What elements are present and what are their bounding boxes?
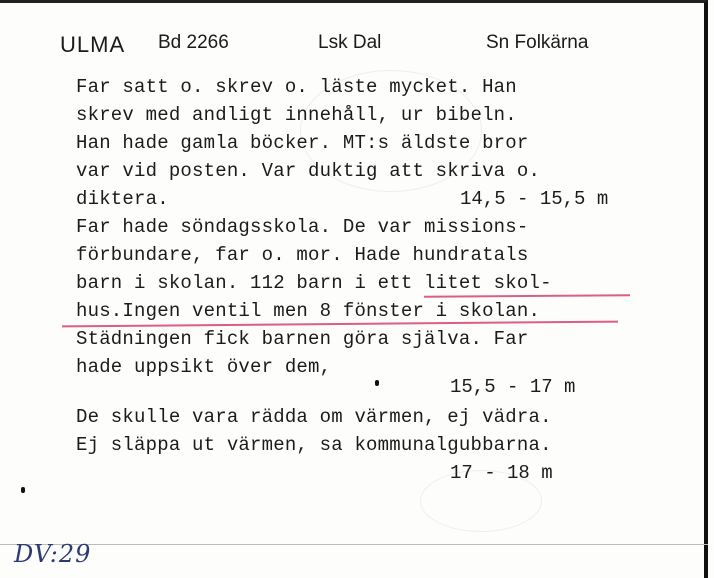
parish-label: Sn Folkärna (486, 32, 589, 53)
handwritten-mark: DV:29 (14, 540, 92, 568)
text-line: Far satt o. skrev o. läste mycket. Han (76, 76, 517, 98)
text-line: Han hade gamla böcker. MT:s äldste bror (76, 132, 529, 154)
text-line: hade uppsikt över dem, (76, 356, 332, 378)
card-bottom-edge (0, 544, 708, 545)
text-line: förbundare, far o. mor. Hade hundratals (76, 244, 529, 266)
text-line: De skulle vara rädda om värmen, ej vädra. (76, 406, 552, 428)
text-line: barn i skolan. 112 barn i ett litet skol- (76, 272, 552, 294)
volume-number: Bd 2266 (158, 32, 229, 53)
ink-dot (375, 380, 379, 386)
text-line: var vid posten. Var duktig att skriva o. (76, 160, 541, 182)
archive-name: ULMA (60, 32, 126, 57)
time-range: 15,5 - 17 m (450, 376, 576, 398)
text-line: diktera. (76, 188, 169, 210)
ink-dot (21, 487, 25, 493)
text-line: hus.Ingen ventil men 8 fönster i skolan. (76, 300, 541, 322)
time-range: 17 - 18 m (450, 462, 553, 484)
text-line: Städningen fick barnen göra själva. Far (76, 328, 529, 350)
region-label: Lsk Dal (318, 32, 382, 53)
text-line: Far hade söndagsskola. De var missions- (76, 216, 529, 238)
time-range: 14,5 - 15,5 m (460, 188, 609, 210)
text-line: Ej släppa ut värmen, sa kommunalgubbarna. (76, 434, 552, 456)
text-line: skrev med andligt innehåll, ur bibeln. (76, 104, 517, 126)
